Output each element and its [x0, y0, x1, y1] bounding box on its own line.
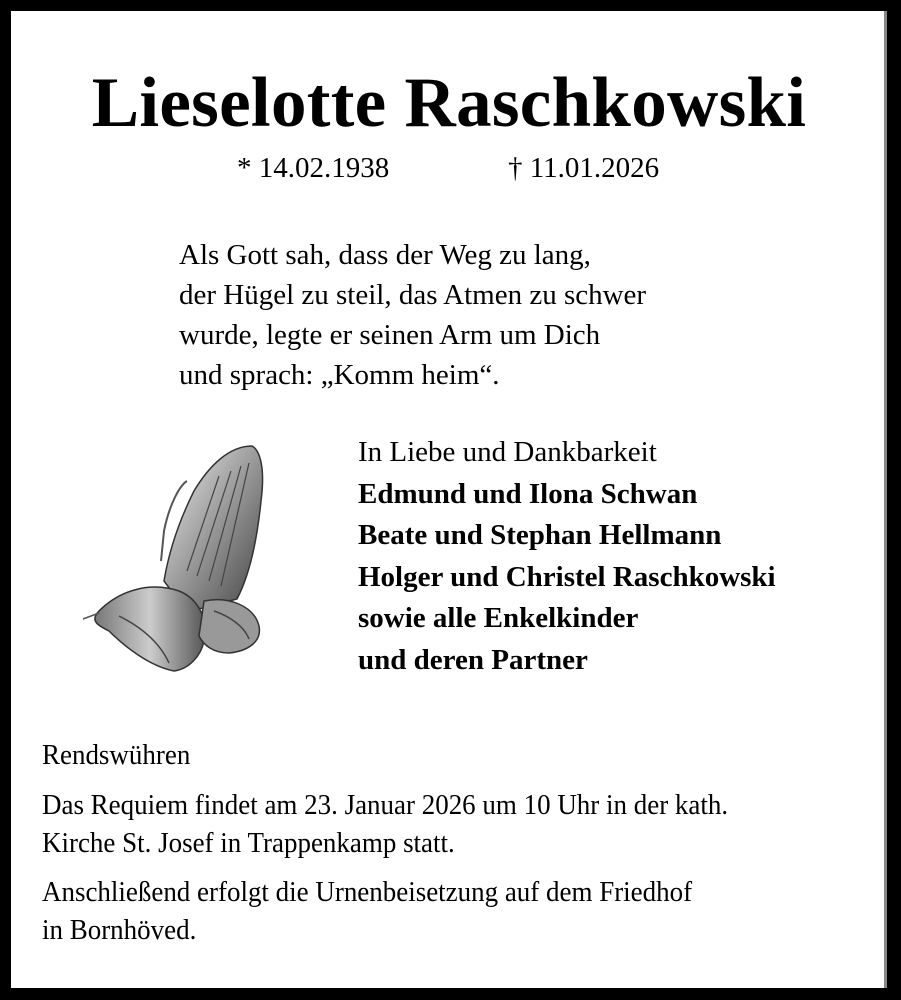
burial-line: Anschließend erfolgt die Urnenbeisetzung auf dem Friedhof — [42, 876, 693, 908]
requiem-info — [42, 786, 728, 862]
poem-line: und sprach: „Komm heim“. — [179, 359, 500, 391]
poem — [179, 235, 646, 395]
burial-line: in Bornhöved. — [42, 914, 197, 946]
place-name: Rendswühren — [42, 739, 191, 771]
requiem-line: Kirche St. Josef in Trappenkamp statt. — [42, 827, 455, 859]
death-date: † 11.01.2026 — [508, 152, 660, 184]
poem-line: Als Gott sah, dass der Weg zu lang, — [179, 239, 591, 271]
praying-hands-icon — [69, 431, 269, 681]
mourner-name: Beate und Stephan Hellmann — [358, 519, 722, 551]
deceased-name: Lieselotte Raschkowski — [91, 64, 807, 142]
poem-line: der Hügel zu steil, das Atmen zu schwer — [179, 279, 647, 311]
obituary-notice — [11, 11, 887, 988]
mourner-name: Edmund und Ilona Schwan — [358, 477, 698, 510]
mourners — [358, 432, 776, 681]
mourner-name: Holger und Christel Raschkowski — [358, 560, 776, 593]
mourner-name: und deren Partner — [358, 643, 588, 676]
requiem-line: Das Requiem findet am 23. Januar 2026 um 10 Uhr in der kath. — [42, 789, 729, 821]
mourners-intro: In Liebe und Dankbarkeit — [358, 436, 657, 468]
mourner-name: sowie alle Enkelkinder — [358, 602, 639, 634]
birth-date: * 14.02.1938 — [237, 152, 390, 184]
burial-info — [42, 873, 692, 949]
poem-line: wurde, legte er seinen Arm um Dich — [179, 319, 601, 351]
